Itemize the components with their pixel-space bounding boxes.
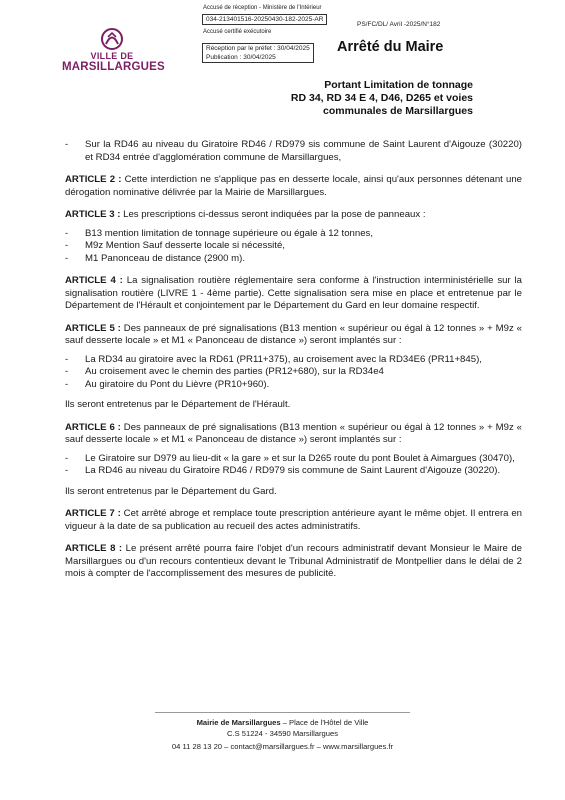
stamp-line3: Accusé certifié exécutoire bbox=[203, 29, 272, 35]
article-4-label: ARTICLE 4 : bbox=[65, 275, 123, 286]
article-2-label: ARTICLE 2 : bbox=[65, 174, 122, 185]
list-item: - Le Giratoire sur D979 au lieu-dit « la gare » et sur la D265 route du pont Boulet à Aimargues (30470), bbox=[65, 453, 522, 466]
stamp-line1: Accusé de réception - Ministère de l'Intérieur bbox=[203, 5, 322, 11]
article-6-maintenance: Ils seront entretenus par le Département du Gard. bbox=[65, 485, 277, 497]
list-item: - M1 Panonceau de distance (2900 m). bbox=[65, 253, 522, 266]
article-7 bbox=[65, 508, 522, 533]
list-item: - B13 mention limitation de tonnage supérieure ou égale à 12 tonnes, bbox=[65, 228, 522, 241]
logo-line2: MARSILLARGUES bbox=[62, 61, 165, 73]
list-item: - M9z Mention Sauf desserte locale si nécessité, bbox=[65, 240, 522, 253]
article-5 bbox=[65, 323, 522, 348]
reception-date: Réception par le préfet : 30/04/2025 bbox=[206, 45, 310, 52]
article-7-text: Cet arrêté abroge et remplace toute prescription antérieure ayant le même objet. Il entrera en vigueur à la date de sa publication au recueil des actes administratifs. bbox=[65, 508, 522, 532]
article-3-text: Les prescriptions ci-dessus seront indiquées par la pose de panneaux : bbox=[120, 209, 426, 220]
subtitle-line: Portant Limitation de tonnage bbox=[324, 79, 473, 91]
subtitle-line: RD 34, RD 34 E 4, D46, D265 et voies bbox=[290, 92, 473, 104]
subtitle-line: communales de Marsillargues bbox=[323, 105, 473, 117]
article-5-text: Des panneaux de pré signalisations (B13 mention « supérieur ou égal à 12 tonnes » + M9z « sauf desserte locale » et M1 « Panonceau de distance ») seront implantés sur : bbox=[65, 322, 522, 346]
article-3-label: ARTICLE 3 : bbox=[65, 209, 121, 220]
page-footer bbox=[0, 718, 565, 753]
article-2-text: Cette interdiction ne s'applique pas en desserte locale, ainsi qu'aux personnes détenant une dérogation nominative délivrée par la Mairie de Marsillargues. bbox=[65, 174, 522, 198]
footer-line1 bbox=[0, 718, 565, 729]
article-7-label: ARTICLE 7 : bbox=[65, 508, 121, 519]
article-5-list bbox=[65, 354, 522, 392]
article-6 bbox=[65, 422, 522, 447]
article-8 bbox=[65, 543, 522, 581]
article-4 bbox=[65, 275, 522, 313]
article-5-maintenance: Ils seront entretenus par le Département de l'Hérault. bbox=[65, 399, 291, 410]
document-title: Arrêté du Maire bbox=[337, 39, 444, 55]
footer-address1: – Place de l'Hôtel de Ville bbox=[280, 718, 369, 727]
document-body bbox=[65, 139, 522, 581]
doc-reference: PS/FC/DL/ Avril -2025/N°182 bbox=[357, 21, 441, 28]
intro-bullet: - Sur la RD46 au niveau du Giratoire RD46 / RD979 sis commune de Saint Laurent d'Aigouze (30220) et RD34 entrée d'agglomération commune de Marsillargues, bbox=[65, 139, 522, 164]
logo-line1: VILLE DE bbox=[90, 51, 134, 61]
article-6-label: ARTICLE 6 : bbox=[65, 421, 121, 433]
logo-emblem-icon bbox=[99, 28, 125, 50]
article-8-text: Le présent arrêté pourra faire l'objet d'un recours administratif devant Monsieur le Maire de Marsillargues ou d'un recours contentieux devant le Tribunal Administratif de Montpellier dans le délai de 2 mois à compter de l'accomplissement des mesures de publicité. bbox=[65, 543, 522, 579]
list-item: - Au croisement avec le chemin des parties (PR12+680), sur la RD34e4 bbox=[65, 366, 522, 379]
city-logo bbox=[62, 28, 165, 76]
article-4-text: La signalisation routière réglementaire sera conforme à l'instruction interministérielle sur la signalisation routière (LIVRE 1 - 4ème partie). Cette signalisation sera mise en place et entretenue par le Département de l'Hérault et conjointement par le Département du Gard en leur domaine respectif. bbox=[65, 275, 523, 311]
footer-org: Mairie de Marsillargues bbox=[196, 718, 281, 727]
article-5-label: ARTICLE 5 : bbox=[65, 322, 121, 334]
article-2 bbox=[65, 174, 522, 199]
stamp-ref: 034-213401516-20250430-182-2025-AR bbox=[202, 14, 327, 25]
list-item: - La RD34 au giratoire avec la RD61 (PR11+375), au croisement avec la RD34E6 (PR11+845), bbox=[65, 354, 522, 367]
article-6-list bbox=[65, 453, 522, 478]
article-6-text: Des panneaux de pré signalisations (B13 mention « supérieur ou égal à 12 tonnes » + M9z « sauf desserte locale » et M1 « Panonceau de distance ») seront implantés sur : bbox=[65, 421, 522, 445]
publication-date: Publication : 30/04/2025 bbox=[206, 54, 276, 61]
document-subtitle bbox=[291, 79, 473, 118]
list-item: - La RD46 au niveau du Giratoire RD46 / RD979 sis commune de Saint Laurent d'Aigouze (30220). bbox=[65, 465, 522, 478]
footer-divider bbox=[155, 712, 410, 713]
list-item: - Au giratoire du Pont du Lièvre (PR10+960). bbox=[65, 379, 522, 392]
article-8-label: ARTICLE 8 : bbox=[65, 543, 123, 554]
article-3-list bbox=[65, 228, 522, 266]
footer-contact: 04 11 28 13 20 – contact@marsillargues.fr – www.marsillargues.fr bbox=[171, 742, 394, 751]
footer-address2: C.S 51224 - 34590 Marsillargues bbox=[226, 728, 338, 738]
reception-box bbox=[202, 43, 314, 63]
article-3 bbox=[65, 209, 522, 222]
